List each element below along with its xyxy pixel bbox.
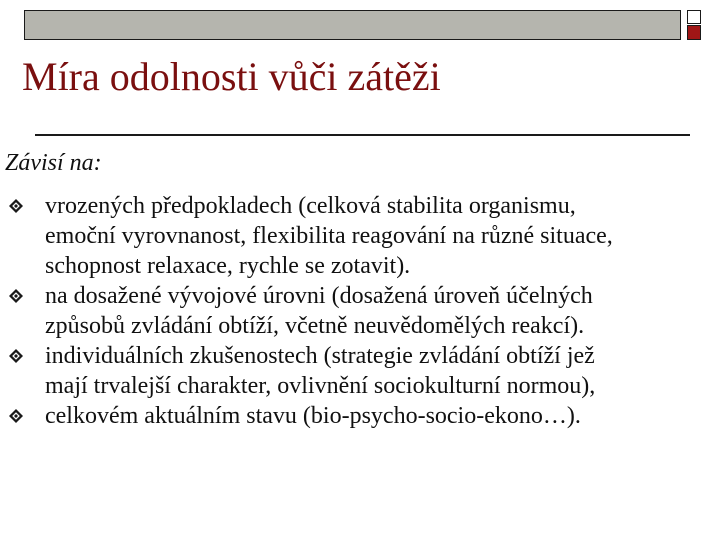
corner-square-red	[687, 25, 701, 40]
bullet-line: emoční vyrovnanost, flexibilita reagování na různé situace,	[45, 223, 613, 249]
page-title: Míra odolnosti vůči zátěži	[22, 54, 441, 99]
bullet-line: na dosažené vývojové úrovni (dosažená úroveň účelných	[45, 283, 593, 309]
bullet-line: vrozených předpokladech (celková stabilita organismu,	[45, 193, 576, 219]
title-divider	[35, 134, 690, 136]
diamond-clover-bullet-icon	[9, 409, 23, 423]
corner-square-white	[687, 10, 701, 24]
intro-text: Závisí na:	[5, 150, 102, 176]
bullet-list	[0, 191, 720, 431]
bullet-line: celkovém aktuálním stavu (bio-psycho-socio-ekono…).	[45, 403, 581, 429]
bullet-item-experience	[0, 341, 720, 401]
bullet-item-current-state	[0, 401, 720, 431]
diamond-clover-bullet-icon	[9, 349, 23, 363]
bullet-line: schopnost relaxace, rychle se zotavit).	[45, 253, 411, 279]
bullet-item-innate	[0, 191, 720, 281]
diamond-clover-bullet-icon	[9, 289, 23, 303]
bullet-line: způsobů zvládání obtíží, včetně neuvědomělých reakcí).	[45, 313, 585, 339]
header-decoration-bar	[24, 10, 681, 40]
bullet-line: individuálních zkušenostech (strategie zvládání obtíží jež	[45, 343, 595, 369]
bullet-line: mají trvalejší charakter, ovlivnění sociokulturní normou),	[45, 373, 596, 399]
bullet-item-development	[0, 281, 720, 341]
diamond-clover-bullet-icon	[9, 199, 23, 213]
